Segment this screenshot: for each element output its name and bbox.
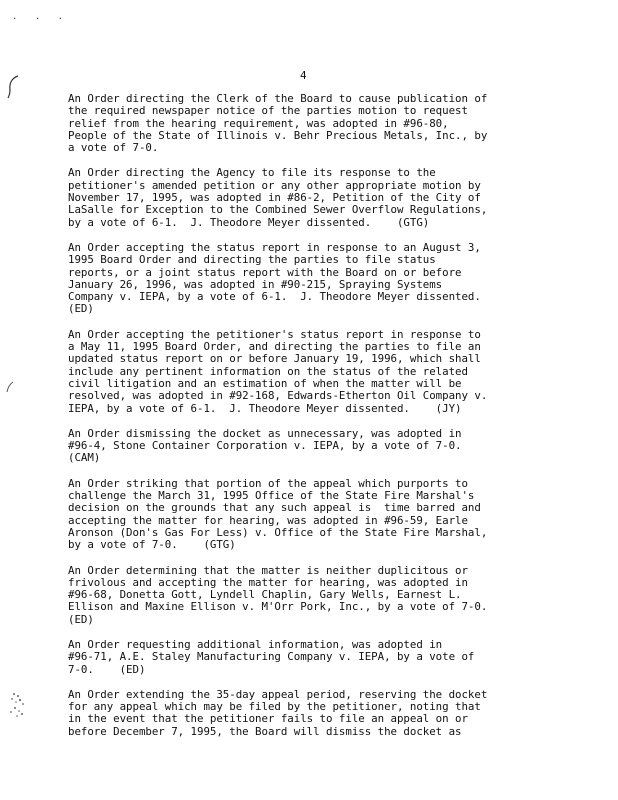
text-line: 1995 Board Order and directing the parties to file status: [68, 253, 436, 267]
order-paragraph: [68, 565, 558, 626]
text-line: An Order directing the Agency to file its response to the: [68, 166, 436, 180]
text-line: include any pertinent information on the status of the related: [68, 364, 468, 378]
scan-artifact-mark-top: [6, 74, 22, 100]
order-paragraph: [68, 167, 558, 228]
scan-artifact-mark-middle: [4, 380, 16, 394]
order-paragraph: [68, 428, 558, 465]
text-line: resolved, was adopted in #92-168, Edwards-Etherton Oil Company v.: [68, 389, 488, 403]
scan-artifact-smudge-bottom: [6, 690, 30, 720]
document-body: [68, 93, 558, 751]
page-number: 4: [300, 69, 307, 82]
text-line: Company v. IEPA, by a vote of 6-1. J. Theodore Meyer dissented.: [68, 290, 481, 304]
text-line: updated status report on or before January 19, 1996, which shall: [68, 352, 481, 366]
text-line: accepting the matter for hearing, was adopted in #96-59, Earle: [68, 513, 468, 527]
order-paragraph: [68, 329, 558, 415]
order-paragraph: [68, 639, 558, 676]
text-line: (CAM): [68, 451, 101, 465]
text-line: relief from the hearing requirement, was adopted in #96-80,: [68, 116, 449, 130]
text-line: Aronson (Don's Gas For Less) v. Office of the State Fire Marshal,: [68, 525, 488, 539]
text-line: January 26, 1996, was adopted in #90-215, Spraying Systems: [68, 277, 443, 291]
text-line: for any appeal which may be filed by the petitioner, noting that: [68, 700, 481, 714]
text-line: An Order accepting the status report in response to an August 3,: [68, 240, 481, 254]
text-line: (ED): [68, 612, 94, 626]
text-line: LaSalle for Exception to the Combined Sewer Overflow Regulations,: [68, 203, 488, 217]
text-line: People of the State of Illinois v. Behr Precious Metals, Inc., by: [68, 128, 488, 142]
text-line: An Order directing the Clerk of the Board to cause publication of: [68, 92, 488, 105]
text-line: by a vote of 7-0. (GTG): [68, 538, 236, 552]
order-paragraph: [68, 689, 558, 738]
text-line: before December 7, 1995, the Board will dismiss the docket as: [68, 724, 462, 738]
text-line: An Order dismissing the docket as unnecessary, was adopted in: [68, 426, 462, 440]
text-line: challenge the March 31, 1995 Office of the State Fire Marshal's: [68, 489, 475, 503]
text-line: a May 11, 1995 Board Order, and directing the parties to file an: [68, 340, 481, 354]
text-line: An Order determining that the matter is neither duplicitous or: [68, 563, 468, 577]
text-line: (ED): [68, 302, 94, 316]
text-line: decision on the grounds that any such appeal is time barred and: [68, 501, 481, 515]
order-paragraph: [68, 93, 558, 154]
text-line: IEPA, by a vote of 6-1. J. Theodore Meyer dissented. (JY): [68, 401, 462, 415]
text-line: in the event that the petitioner fails to file an appeal on or: [68, 712, 468, 726]
text-line: the required newspaper notice of the parties motion to request: [68, 104, 468, 118]
text-line: by a vote of 6-1. J. Theodore Meyer dissented. (GTG): [68, 215, 430, 229]
text-line: 7-0. (ED): [68, 662, 146, 676]
text-line: civil litigation and an estimation of when the matter will be: [68, 376, 462, 390]
text-line: #96-71, A.E. Staley Manufacturing Company v. IEPA, by a vote of: [68, 650, 475, 664]
text-line: reports, or a joint status report with the Board on or before: [68, 265, 462, 279]
scan-artifact-dots: . . .: [12, 12, 70, 22]
text-line: #96-68, Donetta Gott, Lyndell Chaplin, Gary Wells, Earnest L.: [68, 588, 462, 602]
order-paragraph: [68, 242, 558, 316]
text-line: An Order extending the 35-day appeal period, reserving the docket: [68, 687, 488, 701]
text-line: An Order striking that portion of the appeal which purports to: [68, 476, 468, 490]
text-line: frivolous and accepting the matter for hearing, was adopted in: [68, 575, 468, 589]
text-line: An Order accepting the petitioner's status report in response to: [68, 327, 481, 341]
text-line: Ellison and Maxine Ellison v. M'Orr Pork, Inc., by a vote of 7-0.: [68, 600, 488, 614]
text-line: An Order requesting additional information, was adopted in: [68, 637, 443, 651]
text-line: a vote of 7-0.: [68, 141, 159, 155]
order-paragraph: [68, 478, 558, 552]
text-line: #96-4, Stone Container Corporation v. IEPA, by a vote of 7-0.: [68, 439, 462, 453]
text-line: November 17, 1995, was adopted in #86-2, Petition of the City of: [68, 191, 481, 205]
text-line: petitioner's amended petition or any other appropriate motion by: [68, 178, 481, 192]
